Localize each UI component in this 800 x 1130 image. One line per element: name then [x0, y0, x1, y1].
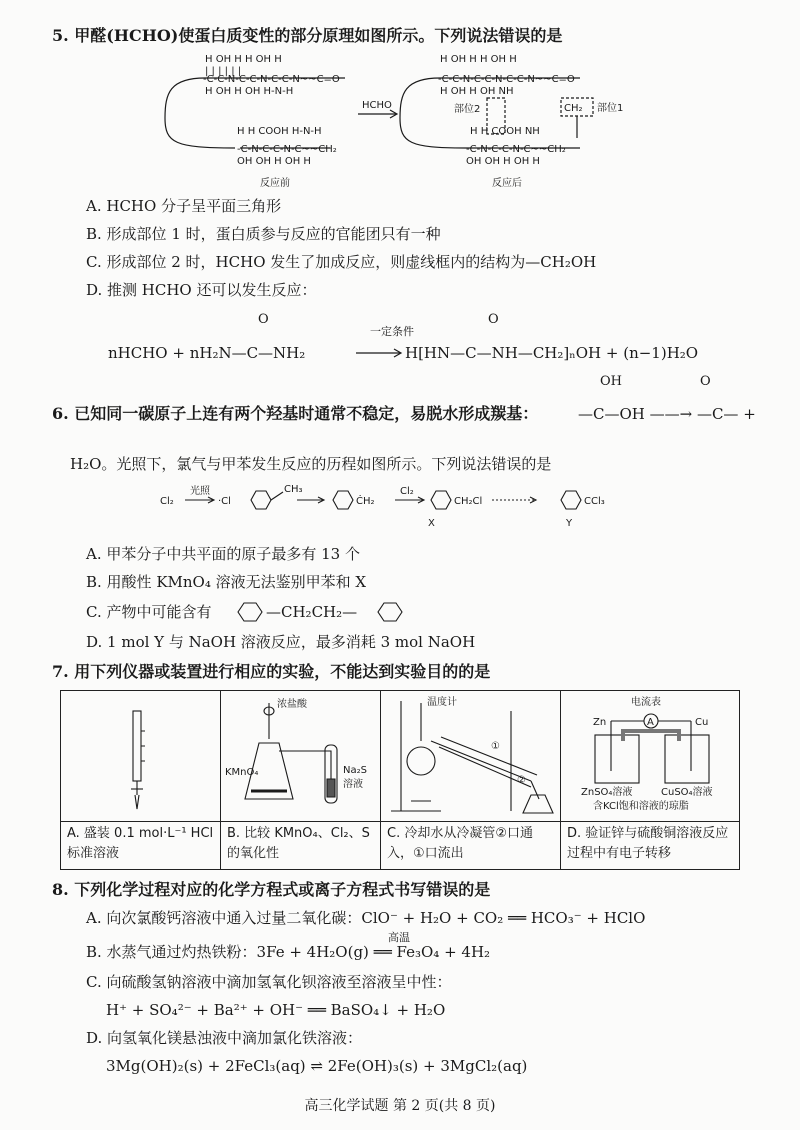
q5-arrow-label: HCHO	[362, 100, 392, 111]
svg-text:H H COOH NH: H H COOH NH	[470, 126, 540, 137]
q7-d-cuso4-label: CuSO₄溶液	[661, 787, 713, 798]
svg-text:OH OH H OH H: OH OH H OH H	[466, 156, 540, 167]
q7-caption-d: D. 验证锌与硫酸铜溶液反应过程中有电子转移	[561, 821, 739, 866]
q6-reaction-scheme	[0, 478, 800, 538]
q8-option-a: A. 向次氯酸钙溶液中通入过量二氧化碳：ClO⁻ + H₂O + CO₂ ══ HCO₃⁻ + HClO	[86, 909, 646, 927]
q8-option-b: B. 水蒸气通过灼热铁粉：3Fe + 4H₂O(g) ══ Fe₃O₄ + 4H₂	[86, 943, 491, 961]
q5-protein-diagram	[0, 48, 800, 198]
q7-cell-b	[221, 691, 381, 869]
q6-cl2-b: Cl₂	[400, 486, 414, 497]
q5-equation-right: H[HN—C—NH—CH₂]ₙOH + (n−1)H₂O	[405, 344, 699, 362]
flask-apparatus-icon	[221, 691, 381, 821]
q6-cl2-label: Cl₂	[160, 496, 174, 507]
q5-option-a: A. HCHO 分子呈平面三角形	[86, 197, 282, 215]
q5-before-label: 反应前	[260, 178, 290, 189]
q7-b-kmno4-label: KMnO₄	[225, 767, 259, 778]
q5-carbonyl-o-2: O	[488, 312, 499, 327]
q7-cell-a	[61, 691, 221, 869]
q6-option-d: D. 1 mol Y 与 NaOH 溶液反应，最多消耗 3 mol NaOH	[86, 633, 476, 651]
q8-option-c: C. 向硫酸氢钠溶液中滴加氢氧化钡溶液至溶液呈中性：	[86, 973, 452, 991]
q8-stem: 8. 下列化学过程对应的化学方程式或离子方程式书写错误的是	[52, 880, 491, 899]
q7-caption-a: A. 盛装 0.1 mol·L⁻¹ HCl 标准溶液	[61, 821, 220, 866]
q6-x-label: X	[428, 518, 435, 529]
q8-option-d-equation: 3Mg(OH)₂(s) + 2FeCl₃(aq) ⇌ 2Fe(OH)₃(s) + 3MgCl₂(aq)	[106, 1057, 528, 1075]
ammeter-icon: A	[647, 717, 654, 728]
q7-caption-b: B. 比较 KMnO₄、Cl₂、S 的氧化性	[221, 821, 380, 866]
q7-b-na2s-label: Na₂S	[343, 765, 367, 776]
svg-text:H OH H H OH H: H OH H H OH H	[205, 54, 282, 65]
q6-y-label: Y	[566, 518, 573, 529]
q7-caption-c: C. 冷却水从冷凝管②口通入，①口流出	[381, 821, 560, 866]
page-footer: 高三化学试题 第 2 页(共 8 页)	[304, 1098, 496, 1114]
svg-text:-C-N-C-C-N-C~~CH₂: -C-N-C-C-N-C~~CH₂	[237, 144, 337, 155]
q6-stem-equation: —C—OH ——→ —C— +	[578, 405, 756, 423]
q6-stem-line1: 6. 已知同一碳原子上连有两个羟基时通常不稳定，易脱水形成羰基：	[52, 404, 539, 423]
q5-ch2-label: CH₂	[564, 103, 583, 114]
q5-condition: 一定条件	[370, 325, 414, 338]
q7-c-port1: ①	[491, 741, 500, 752]
burette-icon	[61, 691, 221, 821]
q6-ch2cl: CH₂Cl	[454, 496, 483, 507]
q6-ccl3: CCl₃	[584, 496, 605, 507]
q5-option-d: D. 推测 HCHO 还可以发生反应：	[86, 281, 317, 299]
q6-stem-line2: H₂O。光照下，氯气与甲苯发生反应的历程如图所示。下列说法错误的是	[70, 455, 552, 473]
q5-after-label: 反应后	[492, 178, 522, 189]
q5-option-b: B. 形成部位 1 时，蛋白质参与反应的官能团只有一种	[86, 225, 441, 243]
q6-o-label: O	[700, 374, 711, 389]
distillation-apparatus-icon	[381, 691, 561, 821]
q8-option-d: D. 向氢氧化镁悬浊液中滴加氯化铁溶液：	[86, 1029, 363, 1047]
q6-cl-radical: ·Cl	[218, 496, 231, 507]
svg-text:-C-C-N-C-C-N-C-C-N~~C=O: -C-C-N-C-C-N-C-C-N~~C=O	[203, 74, 340, 85]
q7-d-cu-label: Cu	[695, 717, 709, 728]
q7-d-bridge-label: 含KCl饱和溶液的琼脂	[593, 801, 689, 812]
q7-c-thermometer-label: 温度计	[427, 697, 457, 708]
svg-text:H OH H H OH H: H OH H H OH H	[440, 54, 517, 65]
q6-option-c: C. 产物中可能含有	[86, 603, 212, 621]
q7-d-zn-label: Zn	[593, 717, 607, 728]
q7-cell-d	[561, 691, 739, 869]
q7-d-znso4-label: ZnSO₄溶液	[581, 787, 633, 798]
q5-option-c: C. 形成部位 2 时，HCHO 发生了加成反应，则虚线框内的结构为—CH₂OH	[86, 253, 597, 271]
q6-ch2-radical: ĊH₂	[356, 496, 375, 507]
q8-b-condition: 高温	[388, 931, 410, 944]
q7-d-meter-label: 电流表	[631, 697, 661, 708]
q5-equation-left: nHCHO + nH₂N—C—NH₂	[108, 344, 306, 362]
galvanic-cell-icon	[561, 691, 739, 821]
q7-b-sol-label: 溶液	[343, 779, 363, 790]
q5-carbonyl-o-1: O	[258, 312, 269, 327]
q6-option-b: B. 用酸性 KMnO₄ 溶液无法鉴别甲苯和 X	[86, 573, 367, 591]
q7-stem: 7. 用下列仪器或装置进行相应的实验，不能达到实验目的的是	[52, 662, 491, 681]
q5-site1-label: 部位1	[597, 103, 624, 114]
svg-text:| | | | | |: | | | | | |	[205, 66, 242, 77]
q7-cell-c	[381, 691, 561, 869]
q7-b-acid-label: 浓盐酸	[277, 699, 307, 710]
q6-light-label: 光照	[190, 486, 210, 497]
svg-text:H OH H OH NH: H OH H OH NH	[440, 86, 514, 97]
svg-text:H H COOH H-N-H: H H COOH H-N-H	[237, 126, 322, 137]
q6-option-c-structure	[0, 597, 800, 627]
q6-option-c-formula: —CH₂CH₂—	[266, 603, 358, 621]
svg-text:H OH H OH H-N-H: H OH H OH H-N-H	[205, 86, 294, 97]
q6-option-a: A. 甲苯分子中共平面的原子最多有 13 个	[86, 545, 360, 563]
svg-text:OH OH H OH H: OH OH H OH H	[237, 156, 311, 167]
q6-ch3: CH₃	[284, 484, 303, 495]
q8-option-c-equation: H⁺ + SO₄²⁻ + Ba²⁺ + OH⁻ ══ BaSO₄↓ + H₂O	[106, 1001, 446, 1019]
q5-site2-label: 部位2	[454, 104, 481, 115]
q7-apparatus-table	[60, 690, 740, 870]
q6-oh-label: OH	[600, 374, 622, 389]
q7-c-port2: ②	[517, 775, 526, 786]
svg-text:-C-N-C-C-N-C~~CH₂: -C-N-C-C-N-C~~CH₂	[466, 144, 566, 155]
svg-text:-C-C-N-C-C-N-C-C-N~~C=O: -C-C-N-C-C-N-C-C-N~~C=O	[438, 74, 575, 85]
q5-stem: 5. 甲醛(HCHO)使蛋白质变性的部分原理如图所示。下列说法错误的是	[52, 26, 563, 45]
